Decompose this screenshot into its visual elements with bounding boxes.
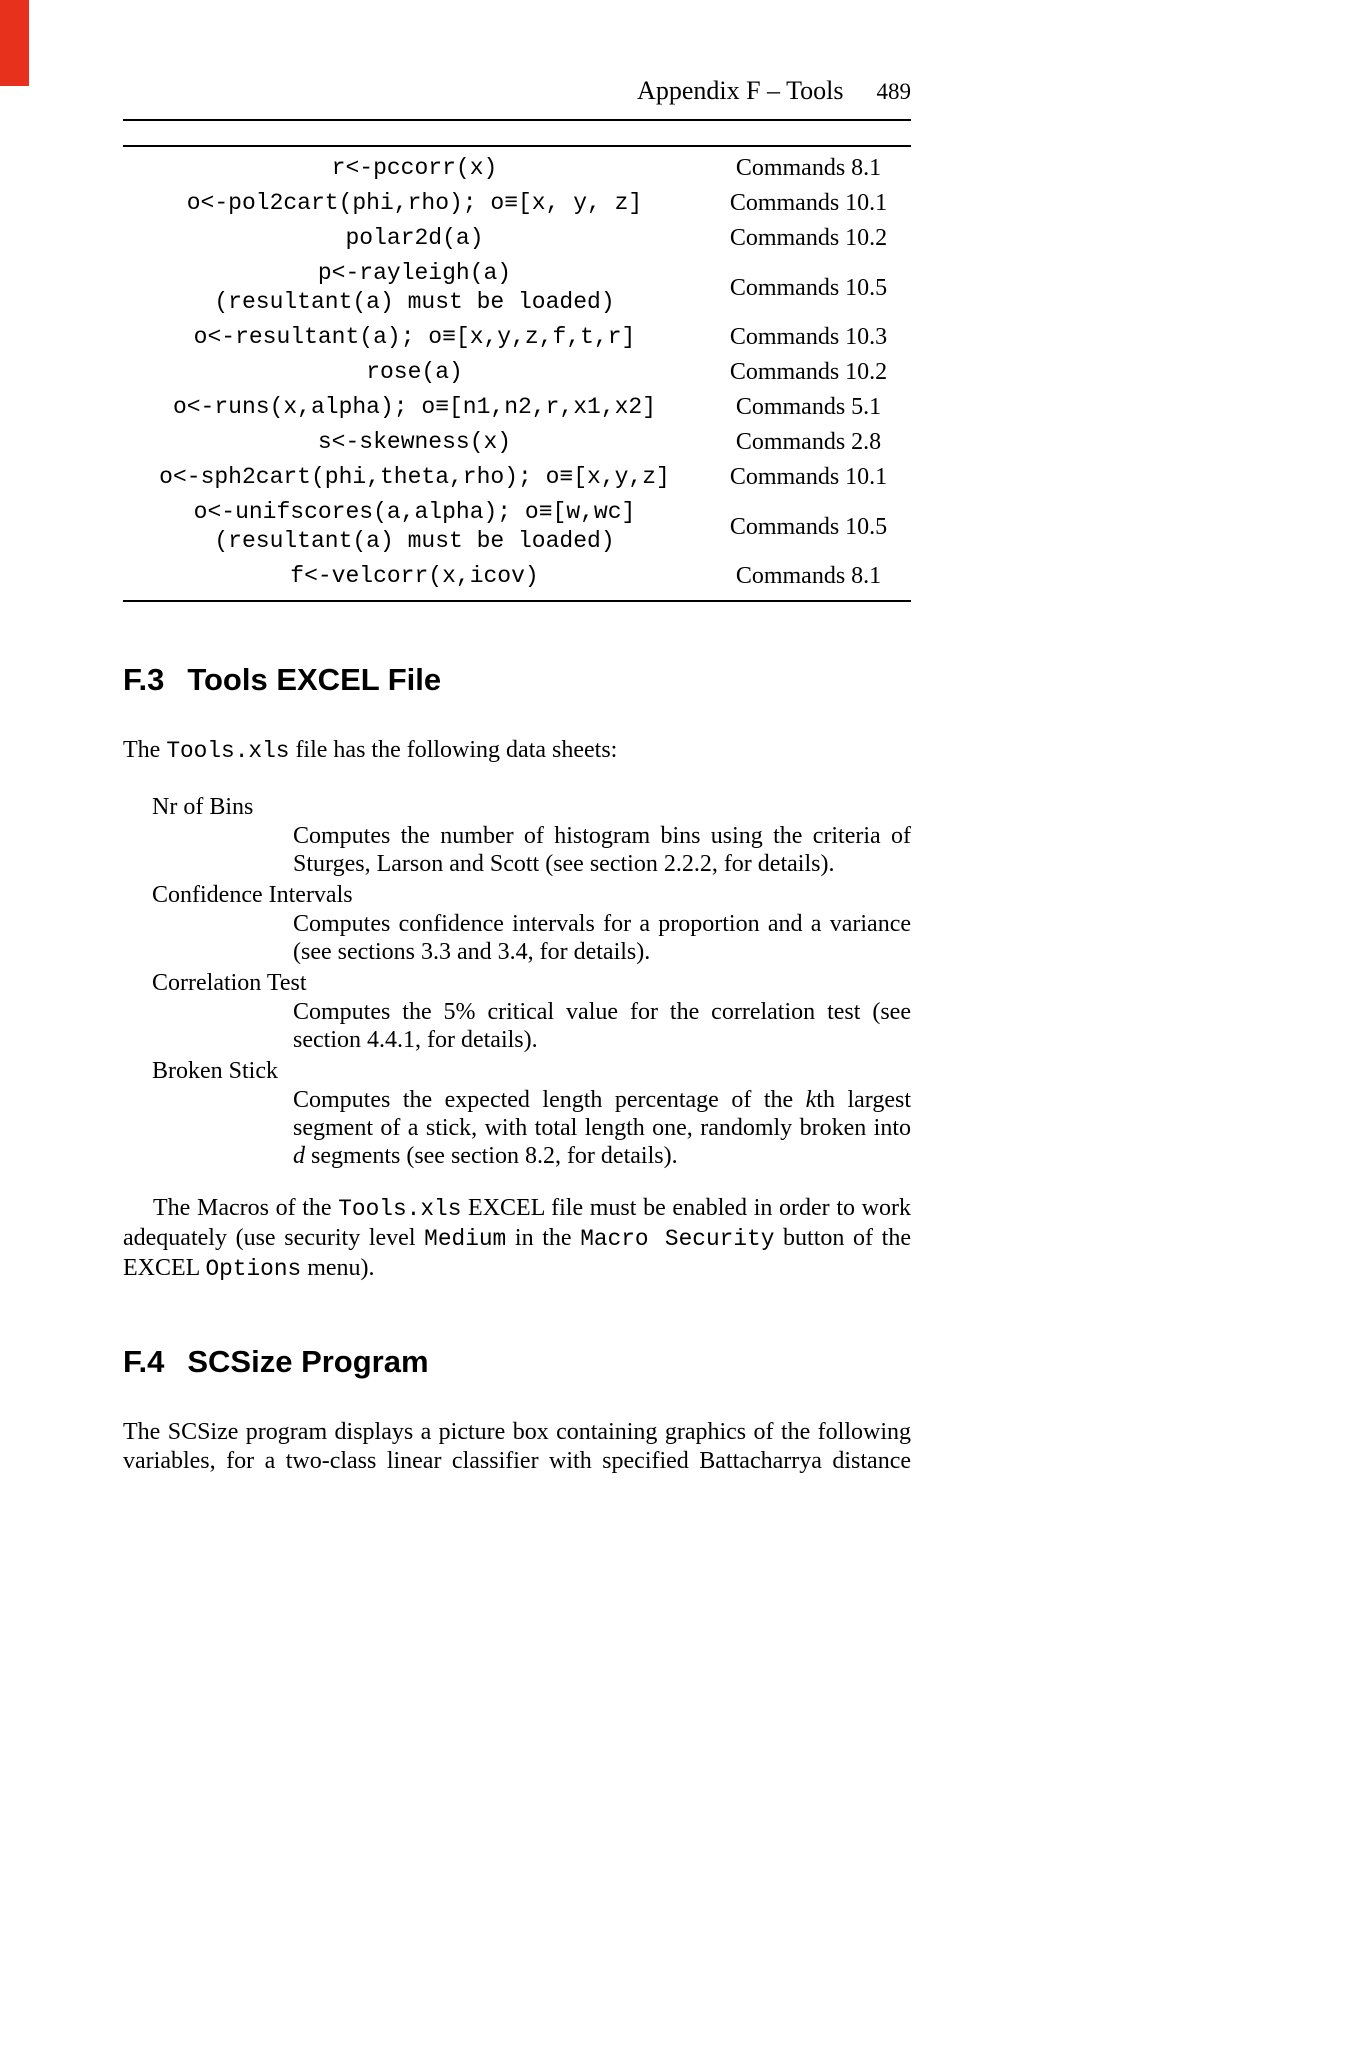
inline-code: Tools.xls [166,738,290,764]
table-row [123,186,911,221]
code-line: o<-runs(x,alpha); o≡[n1,n2,r,x1,x2] [172,394,657,420]
sheet-definition [293,1086,911,1170]
code-cell [123,224,706,253]
command-cell: Commands 5.1 [735,394,882,420]
code-cell [123,154,706,183]
inline-text: button of the EXCEL [123,1225,911,1281]
inline-italic: d [293,1143,305,1169]
command-cell: Commands 8.1 [735,563,882,589]
code-cell [123,259,706,317]
list-item [123,880,911,966]
command-cell: Commands 10.2 [729,225,888,251]
code-line: s<-skewness(x) [317,429,512,455]
table-row [123,559,911,594]
inline-text: The SCSize program displays a picture box containing graphics of the following variables, for a two-class linear classifier with specified Battacharrya distance [123,1419,911,1474]
page-header [123,0,911,121]
code-line: o<-sph2cart(phi,theta,rho); o≡[x,y,z] [159,464,670,490]
page-number: 489 [876,79,911,104]
code-cell [123,393,706,422]
inline-code: Tools.xls [338,1196,462,1222]
code-cell [123,189,706,218]
list-item [123,968,911,1054]
data-sheets-list [123,792,911,1170]
code-line: o<-resultant(a); o≡[x,y,z,f,t,r] [193,324,636,350]
section-title: Tools EXCEL File [187,662,442,697]
commands-table-body [123,151,911,594]
inline-text: in the [506,1225,581,1251]
section-title: SCSize Program [187,1344,429,1379]
table-row [123,256,911,320]
command-cell: Commands 10.5 [729,274,888,301]
f3-intro-paragraph [123,736,911,766]
code-line: f<-velcorr(x,icov) [290,563,539,589]
code-line: (resultant(a) must be loaded) [214,289,615,315]
code-line: o<-pol2cart(phi,rho); o≡[x, y, z] [186,190,643,216]
code-cell [123,562,706,591]
code-line: rose(a) [366,359,463,385]
running-head-title: Appendix F – Tools [637,76,844,105]
code-line: (resultant(a) must be loaded) [214,528,615,554]
inline-text: segments (see section 8.2, for details). [305,1143,678,1169]
inline-code: Options [205,1256,302,1282]
section-number: F.3 [123,662,165,697]
code-cell [123,358,706,387]
macros-note-paragraph [123,1194,911,1284]
inline-text: Computes the expected length percentage of the [293,1087,806,1113]
code-cell [123,498,706,556]
sheet-definition [293,822,911,878]
inline-text: The [123,737,167,763]
code-line: o<-unifscores(a,alpha); o≡[w,wc] [193,499,636,525]
inline-text: file has the following data sheets: [289,737,618,763]
section-heading-f3 [123,662,911,698]
code-line: r<-pccorr(x) [331,155,498,181]
code-line: p<-rayleigh(a) [317,260,512,286]
sheet-term: Confidence Intervals [152,882,353,908]
code-cell [123,323,706,352]
table-row [123,495,911,559]
command-cell: Commands 10.2 [729,359,888,385]
inline-code: Macro Security [580,1226,775,1252]
sheet-definition [293,998,911,1054]
inline-text: th largest segment of a stick, with total length one, randomly broken into [293,1087,911,1141]
sheet-definition [293,910,911,966]
table-row [123,460,911,495]
inline-text: Computes the 5% critical value for the correlation test (see section 4.4.1, for details). [293,999,911,1053]
table-row [123,320,911,355]
command-cell: Commands 2.8 [735,429,882,455]
inline-code: Medium [424,1226,507,1252]
command-cell: Commands 10.3 [729,324,888,350]
inline-italic: k [805,1087,817,1113]
red-corner-mark [0,0,29,86]
f4-paragraph [123,1418,911,1476]
command-cell: Commands 10.1 [729,464,888,490]
inline-text: Computes confidence intervals for a proportion and a variance (see sections 3.3 and 3.4, for details). [293,911,911,965]
command-cell: Commands 8.1 [735,155,882,181]
command-cell: Commands 10.5 [729,513,888,540]
inline-text: EXCEL file must be enabled in order to work adequately (use security level [123,1195,911,1251]
table-row [123,425,911,460]
section-number: F.4 [123,1344,165,1379]
sheet-term: Broken Stick [152,1058,278,1084]
table-row [123,355,911,390]
table-row [123,151,911,186]
inline-text: menu). [301,1255,375,1281]
table-row [123,221,911,256]
code-cell [123,428,706,457]
table-row [123,390,911,425]
section-heading-f4 [123,1344,911,1380]
command-cell: Commands 10.1 [729,190,888,216]
sheet-term: Correlation Test [152,970,307,996]
list-item [123,792,911,878]
inline-text: The Macros of the [153,1195,339,1221]
sheet-term: Nr of Bins [152,794,254,820]
code-cell [123,463,706,492]
commands-table [123,145,911,602]
page-content [123,0,911,1476]
code-line: polar2d(a) [345,225,484,251]
list-item [123,1056,911,1170]
inline-text: Computes the number of histogram bins using the criteria of Sturges, Larson and Scott (see section 2.2.2, for details). [293,823,911,877]
